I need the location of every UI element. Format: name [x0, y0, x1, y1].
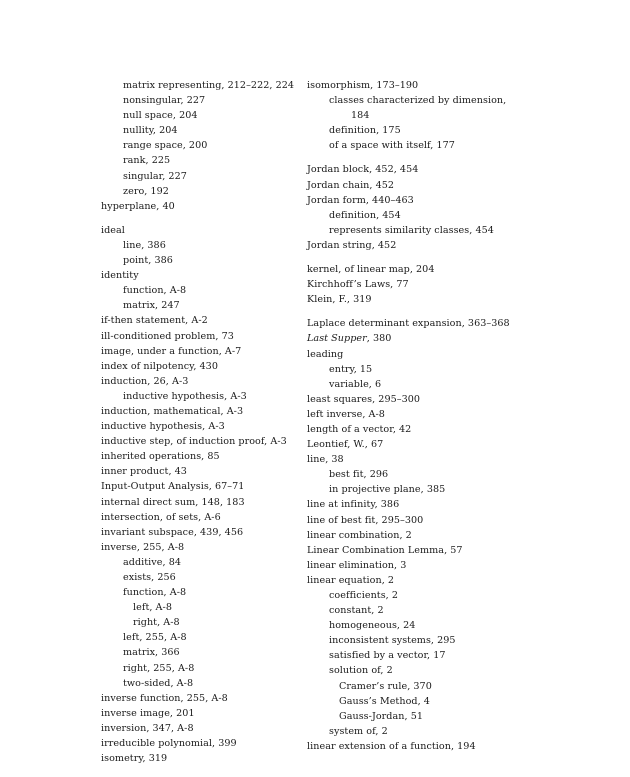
index-subentry — [101, 570, 326, 585]
index-entry — [307, 193, 532, 208]
index-subentry — [307, 618, 532, 633]
index-entry — [101, 464, 326, 479]
index-entry-text: rank, 225 — [123, 155, 171, 167]
index-subentry — [101, 184, 326, 199]
index-entry — [307, 78, 532, 93]
index-entry-text: identity — [101, 270, 139, 282]
index-entry-text: kernel, of linear map, 204 — [307, 264, 435, 276]
index-entry-text: Jordan form, 440–463 — [307, 194, 414, 206]
index-entry-text: Gauss-Jordan, 51 — [339, 710, 424, 722]
index-entry-text: Jordan chain, 452 — [307, 179, 395, 191]
index-entry — [307, 331, 532, 346]
index-entry-text: represents similarity classes, 454 — [329, 224, 494, 236]
index-entry-text: Last Supper — [307, 333, 367, 345]
index-subentry — [101, 78, 326, 93]
index-entry-text: left, 255, A-8 — [123, 632, 187, 644]
index-entry-text: line of best fit, 295–300 — [307, 514, 424, 526]
section-gap — [307, 307, 532, 316]
index-subentry — [307, 648, 532, 663]
index-subentry — [101, 283, 326, 298]
index-entry-pages: , 380 — [366, 333, 392, 345]
index-entry-text: nullity, 204 — [123, 125, 178, 137]
index-entry — [101, 344, 326, 359]
index-entry — [101, 706, 326, 721]
index-entry-text: two-sided, A-8 — [123, 677, 194, 689]
index-entry — [101, 751, 326, 766]
index-subentry — [307, 377, 532, 392]
index-entry-text: linear combination, 2 — [307, 529, 412, 541]
index-entry-text: of a space with itself, 177 — [329, 140, 455, 152]
index-subentry — [101, 298, 326, 313]
index-entry-text: line, 38 — [307, 454, 344, 466]
index-entry — [101, 495, 326, 510]
index-entry — [101, 374, 326, 389]
index-entry-text: in projective plane, 385 — [329, 484, 446, 496]
index-entry-text: ill-conditioned problem, 73 — [101, 330, 234, 342]
index-entry-text: Klein, F., 319 — [307, 294, 372, 306]
index-subentry — [101, 676, 326, 691]
index-entry-text: inherited operations, 85 — [101, 451, 220, 463]
index-entry — [101, 479, 326, 494]
index-entry — [101, 525, 326, 540]
index-entry — [101, 510, 326, 525]
index-subentry — [101, 238, 326, 253]
index-subentry — [101, 661, 326, 676]
index-entry — [307, 513, 532, 528]
index-entry-text: right, A-8 — [133, 617, 180, 629]
index-entry-text: intersection, of sets, A-6 — [101, 511, 221, 523]
index-subentry — [101, 253, 326, 268]
index-subentry — [101, 93, 326, 108]
index-entry — [307, 316, 532, 331]
index-entry-text: solution of, 2 — [329, 665, 393, 677]
index-subsubentry — [307, 694, 532, 709]
index-entry-text: linear equation, 2 — [307, 574, 395, 586]
index-subsubentry — [101, 600, 326, 615]
index-entry-text: range space, 200 — [123, 140, 208, 152]
index-entry-text: ideal — [101, 224, 125, 236]
index-entry-text: inductive hypothesis, A-3 — [101, 421, 225, 433]
index-entry — [307, 407, 532, 422]
index-entry — [307, 739, 532, 754]
index-entry — [307, 497, 532, 512]
index-entry — [307, 277, 532, 292]
index-entry-text: function, A-8 — [123, 285, 187, 297]
index-subentry — [101, 169, 326, 184]
index-subsubentry — [307, 679, 532, 694]
index-entry-text: definition, 175 — [329, 125, 401, 137]
index-entry — [101, 691, 326, 706]
section-gap — [307, 153, 532, 162]
index-entry-text: nonsingular, 227 — [123, 95, 206, 107]
index-subentry — [307, 208, 532, 223]
index-subentry — [101, 389, 326, 404]
index-entry — [307, 422, 532, 437]
index-entry — [101, 359, 326, 374]
index-subentry — [101, 153, 326, 168]
index-entry-text: linear extension of a function, 194 — [307, 740, 476, 752]
index-entry-text: inductive step, of induction proof, A-3 — [101, 436, 287, 448]
index-entry-text: homogeneous, 24 — [329, 620, 416, 632]
index-entry — [307, 178, 532, 193]
index-entry — [307, 292, 532, 307]
index-entry-text: zero, 192 — [123, 185, 169, 197]
index-subentry — [101, 645, 326, 660]
index-entry-text: Linear Combination Lemma, 57 — [307, 544, 463, 556]
index-entry — [307, 558, 532, 573]
index-entry-text: function, A-8 — [123, 587, 187, 599]
index-entry-text: induction, mathematical, A-3 — [101, 405, 244, 417]
index-entry-text: right, 255, A-8 — [123, 662, 195, 674]
index-entry — [101, 199, 326, 214]
index-entry — [101, 223, 326, 238]
index-entry-text: inverse function, 255, A-8 — [101, 692, 228, 704]
index-subsubentry — [101, 615, 326, 630]
index-entry-text: inner product, 43 — [101, 466, 187, 478]
index-entry — [307, 262, 532, 277]
index-entry-text: 184 — [351, 110, 370, 122]
index-entry — [307, 347, 532, 362]
index-entry-text: inverse, 255, A-8 — [101, 541, 185, 553]
index-subentry — [101, 123, 326, 138]
index-entry-text: classes characterized by dimension, — [329, 95, 507, 107]
index-column-left — [101, 78, 326, 766]
index-entry-text: length of a vector, 42 — [307, 423, 412, 435]
section-gap — [101, 214, 326, 223]
index-entry-text: system of, 2 — [329, 725, 388, 737]
index-entry-text: exists, 256 — [123, 572, 176, 583]
index-subentry — [101, 555, 326, 570]
index-entry-text: inverse image, 201 — [101, 707, 195, 719]
index-subentry — [307, 223, 532, 238]
index-subentry — [307, 108, 532, 123]
index-entry — [101, 404, 326, 419]
index-entry-text: isometry, 319 — [101, 753, 168, 765]
index-entry — [307, 573, 532, 588]
index-entry — [101, 721, 326, 736]
index-entry — [101, 540, 326, 555]
index-subentry — [307, 362, 532, 377]
index-entry-text: Cramer’s rule, 370 — [339, 680, 432, 692]
index-entry — [307, 392, 532, 407]
index-entry-text: point, 386 — [123, 255, 173, 267]
section-gap — [307, 253, 532, 262]
index-entry-text: definition, 454 — [329, 209, 401, 221]
index-entry-text: entry, 15 — [329, 363, 373, 375]
index-subentry — [307, 603, 532, 618]
index-subentry — [307, 633, 532, 648]
index-entry-text: irreducible polynomial, 399 — [101, 738, 237, 750]
index-entry-text: Kirchhoff’s Laws, 77 — [307, 279, 409, 291]
index-entry-text: least squares, 295–300 — [307, 393, 421, 405]
index-subentry — [307, 588, 532, 603]
index-entry — [101, 449, 326, 464]
index-entry-text: induction, 26, A-3 — [101, 375, 189, 387]
index-entry-text: if-then statement, A-2 — [101, 315, 208, 327]
index-subentry — [101, 585, 326, 600]
index-entry-text: Laplace determinant expansion, 363–368 — [307, 318, 510, 330]
index-entry-text: inversion, 347, A-8 — [101, 722, 194, 734]
index-entry-text: null space, 204 — [123, 110, 198, 122]
index-subentry — [101, 108, 326, 123]
index-entry-text: line at infinity, 386 — [307, 499, 400, 511]
index-entry — [307, 437, 532, 452]
index-entry-text: isomorphism, 173–190 — [307, 80, 419, 91]
index-entry-text: additive, 84 — [123, 556, 181, 568]
index-entry-text: Input-Output Analysis, 67–71 — [101, 481, 245, 493]
index-entry-text: image, under a function, A-7 — [101, 345, 242, 357]
index-entry-text: Leontief, W., 67 — [307, 439, 384, 451]
index-entry — [307, 543, 532, 558]
index-entry-text: matrix, 247 — [123, 300, 180, 312]
index-entry — [307, 528, 532, 543]
index-entry — [101, 268, 326, 283]
index-entry-text: left, A-8 — [133, 602, 172, 614]
index-subentry — [307, 123, 532, 138]
index-entry-text: line, 386 — [123, 239, 166, 251]
index-entry-text: coefficients, 2 — [329, 590, 399, 601]
index-entry-text: index of nilpotency, 430 — [101, 360, 218, 372]
index-entry-text: Gauss’s Method, 4 — [339, 695, 430, 707]
index-entry-text: Jordan string, 452 — [307, 239, 397, 251]
index-entry-text: satisfied by a vector, 17 — [329, 650, 446, 662]
index-entry-text: matrix, 366 — [123, 647, 180, 659]
index-entry-text: constant, 2 — [329, 605, 384, 617]
index-entry-text: variable, 6 — [329, 378, 382, 390]
index-entry-text: best fit, 296 — [329, 469, 389, 481]
index-entry-text: Jordan block, 452, 454 — [307, 164, 419, 176]
index-entry-text: invariant subspace, 439, 456 — [101, 526, 244, 538]
index-entry-text: inductive hypothesis, A-3 — [123, 390, 247, 402]
index-entry — [307, 238, 532, 253]
index-entry — [101, 434, 326, 449]
index-entry-text: matrix representing, 212–222, 224 — [123, 80, 295, 91]
index-entry — [307, 162, 532, 177]
index-entry — [101, 419, 326, 434]
index-column-right — [307, 78, 532, 754]
index-entry-text: hyperplane, 40 — [101, 200, 175, 212]
index-subentry — [307, 724, 532, 739]
index-subsubentry — [307, 709, 532, 724]
index-subentry — [307, 138, 532, 153]
index-subentry — [101, 630, 326, 645]
index-subentry — [101, 138, 326, 153]
index-entry-text: singular, 227 — [123, 170, 187, 182]
index-entry-text: linear elimination, 3 — [307, 559, 407, 571]
index-entry — [307, 452, 532, 467]
index-entry — [101, 329, 326, 344]
index-entry-text: left inverse, A-8 — [307, 408, 385, 420]
index-entry — [101, 736, 326, 751]
index-subentry — [307, 482, 532, 497]
index-entry-text: leading — [307, 348, 344, 360]
index-subentry — [307, 663, 532, 678]
index-subentry — [307, 93, 532, 108]
index-entry-text: internal direct sum, 148, 183 — [101, 496, 245, 508]
index-entry-text: inconsistent systems, 295 — [329, 635, 456, 647]
index-subentry — [307, 467, 532, 482]
index-entry — [101, 313, 326, 328]
